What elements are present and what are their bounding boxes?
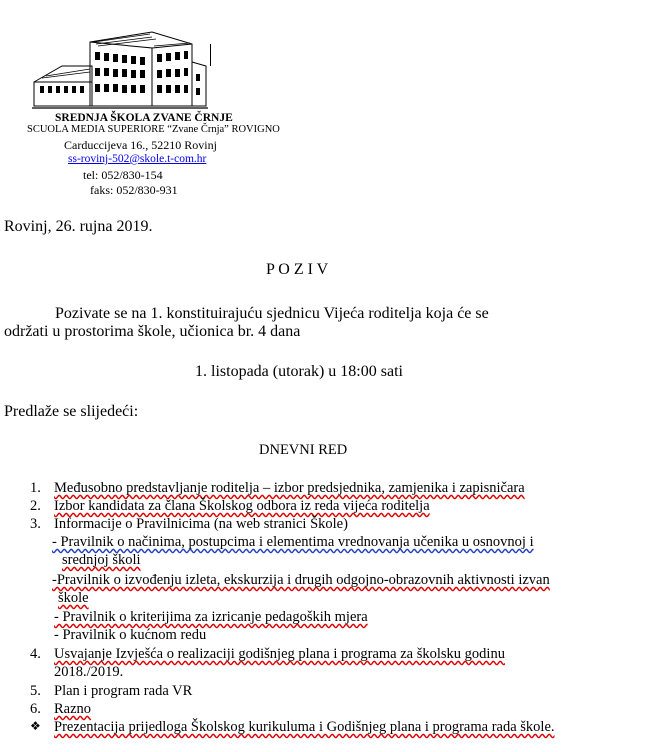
document-title: P O Z I V (266, 261, 329, 278)
agenda-number-5: 5. (30, 683, 41, 699)
school-email-link[interactable]: ss-rovinj-502@skole.t-com.hr (68, 153, 207, 165)
school-fax: faks: 052/830-931 (90, 183, 178, 197)
agenda-subitem-1-cont: srednjoj školi (62, 552, 141, 568)
school-phone: tel: 052/830-154 (83, 168, 163, 182)
proposal-line: Predlaže se slijedeći: (4, 403, 139, 420)
meeting-time: 1. listopada (utorak) u 18:00 sati (195, 363, 403, 380)
agenda-item-6: Razno (54, 701, 92, 717)
school-name: SREDNJA ŠKOLA ZVANE ČRNJE (55, 112, 233, 124)
agenda-subitem-4: - Pravilnik o kućnom redu (54, 627, 207, 643)
agenda-item-4: Usvajanje Izvješća o realizaciji godišnjeg plana i programa za školsku godinu (54, 646, 505, 662)
agenda-item-7: Prezentacija prijedloga Školskog kurikuluma i Godišnjeg plana i programa rada škole. (54, 719, 555, 735)
agenda-item-1: Međusobno predstavljanje roditelja – izbor predsjednika, zamjenika i zapisničara (54, 480, 525, 496)
diamond-bullet-icon: ❖ (30, 719, 41, 733)
agenda-item-2: Izbor kandidata za člana Školskog odbora iz reda vijeća roditelja (54, 498, 430, 514)
intro-line-1: Pozivate se na 1. konstituirajuću sjednicu Vijeća roditelja koja će se (55, 305, 489, 322)
school-address: Carduccijeva 16., 52210 Rovinj (64, 138, 217, 152)
intro-line-2: održati u prostorima škole, učionica br. 4 dana (4, 323, 301, 340)
agenda-subitem-2-cont: škole (58, 590, 89, 606)
agenda-subitem-2: -Pravilnik o izvođenju izleta, ekskurzija i drugih odgojno-obrazovnih aktivnosti izvan (52, 572, 550, 588)
agenda-number-6: 6. (30, 701, 41, 717)
agenda-number-1: 1. (30, 480, 41, 496)
agenda-subitem-3: - Pravilnik o kriterijima za izricanje pedagoških mjera (54, 609, 368, 625)
text-cursor (210, 44, 211, 66)
agenda-number-2: 2. (30, 498, 41, 514)
agenda-item-3: Informacije o Pravilnicima (na web stranici Škole) (54, 516, 348, 532)
date-line: Rovinj, 26. rujna 2019. (4, 218, 153, 235)
agenda-number-3: 3. (30, 516, 41, 532)
agenda-item-5: Plan i program rada VR (54, 683, 193, 699)
agenda-subitem-1: - Pravilnik o načinima, postupcima i elementima vrednovanja učenika u osnovnoj i (52, 534, 534, 550)
school-name-italian: SCUOLA MEDIA SUPERIORE “Zvane Črnja” ROVIGNO (27, 124, 280, 135)
agenda-title: DNEVNI RED (259, 442, 348, 458)
agenda-number-4: 4. (30, 646, 41, 662)
agenda-item-4-cont: 2018./2019. (54, 664, 124, 680)
school-building-logo (32, 22, 208, 110)
